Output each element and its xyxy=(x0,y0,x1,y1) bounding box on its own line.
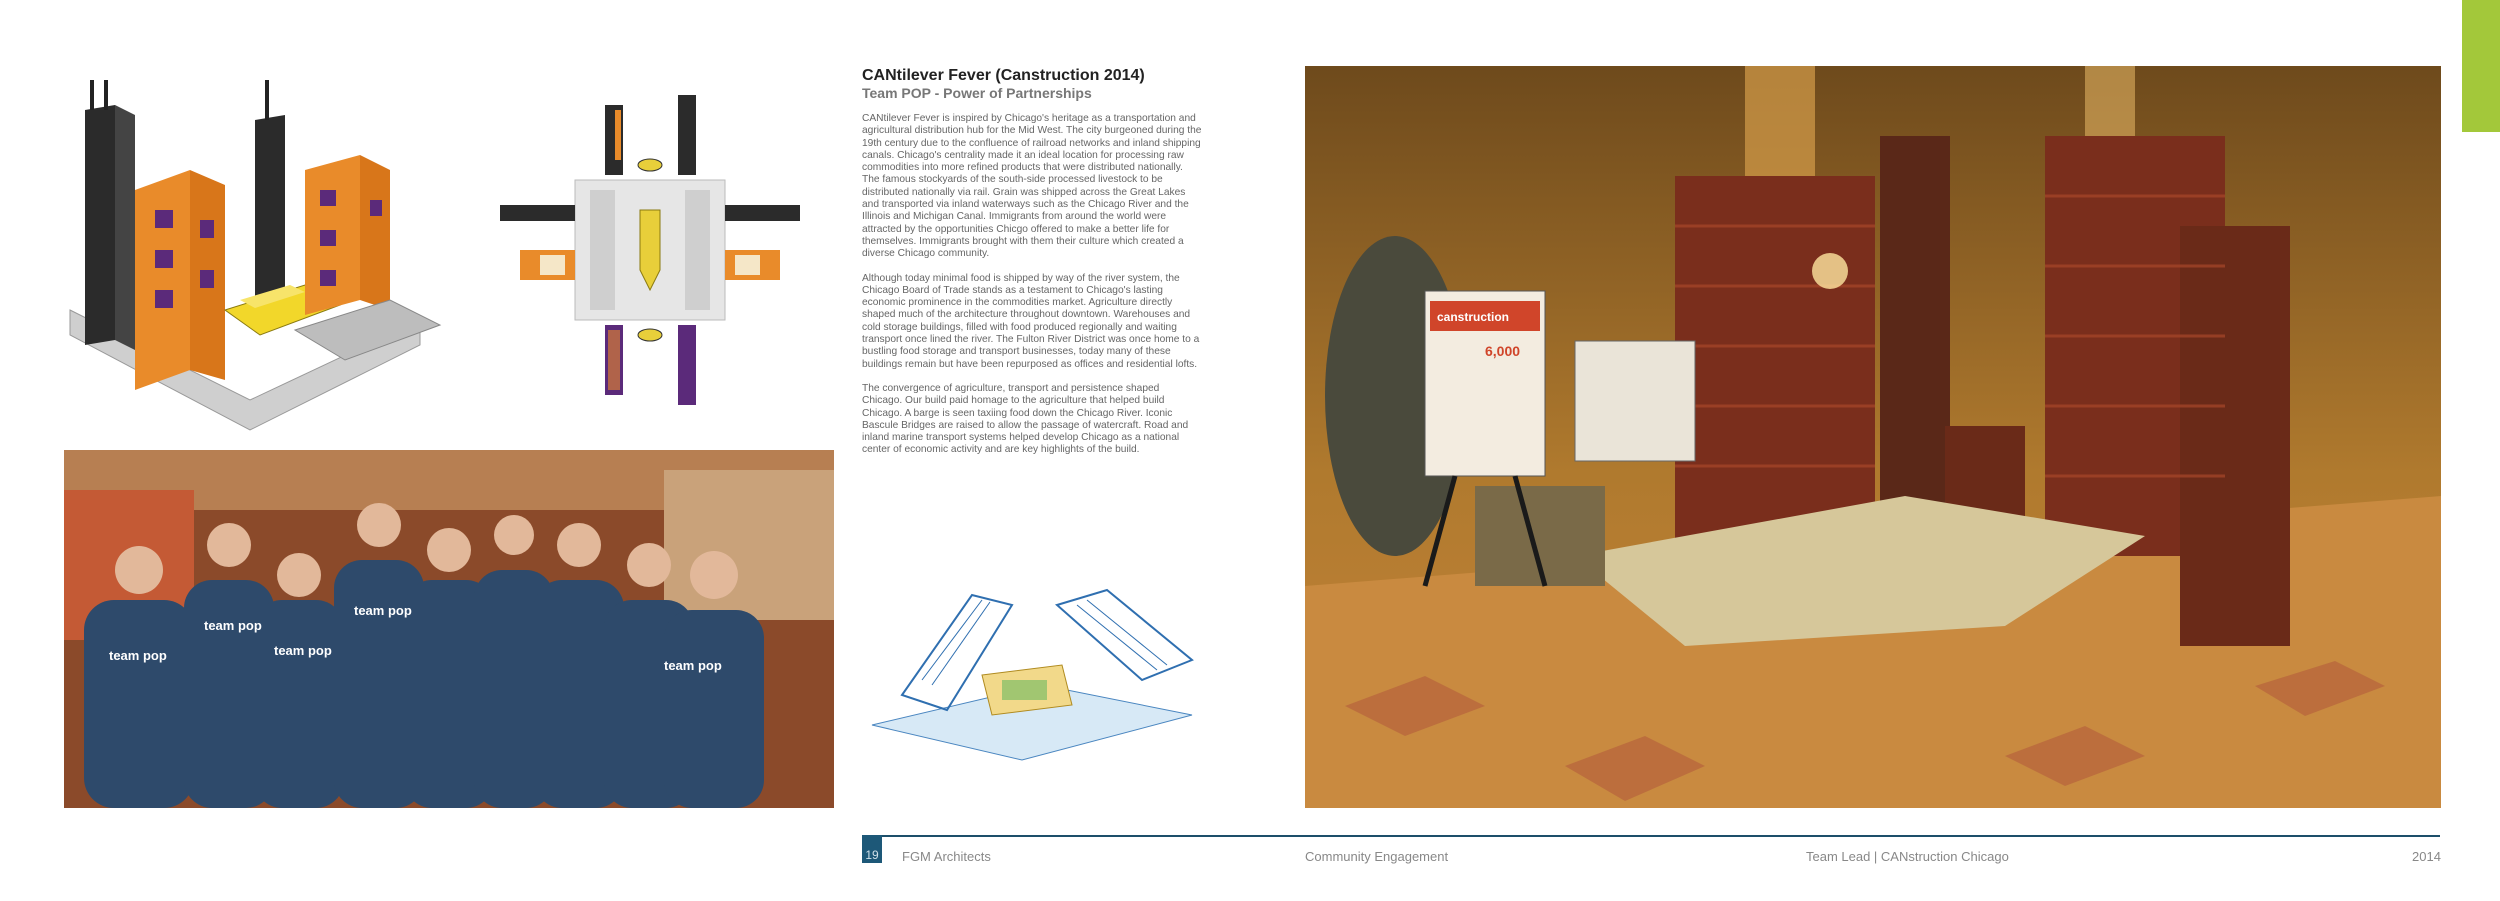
sign-number: 6,000 xyxy=(1485,343,1521,359)
article-paragraph: The convergence of agriculture, transport and persistence shaped Chicago. Our build paid homage to the agriculture that helped build Chicago. A barge is seen taxiing food down the Chicago River. Iconic Bascule Bridges are raised to allow the passage of watercraft. Road and inland marine transport systems helped develop Chicago as a national center of economic activity and are key highlights of the build. xyxy=(862,382,1189,456)
team-photo xyxy=(64,450,834,808)
isometric-rendering xyxy=(60,60,450,445)
footer-year: 2014 xyxy=(2412,849,2441,864)
footer-section: Community Engagement xyxy=(1305,849,1449,864)
footer-rule xyxy=(862,835,2440,837)
article-paragraph: Although today minimal food is shipped by way of the river system, the Chicago Board of Trade stands as a testament to Chicago's lasting economic prominence in the commodities market. Agriculture directly shaped much of the architecture throughout downtown. Warehouses and cold storage buildings, filled with food produced regionally and waiting transport once lined the river. The Fulton River District was once home to a bustling food storage and transport businesses, today many of these buildings remain but have been repurposed as offices and residential lofts. xyxy=(862,272,1200,370)
footer-firm: FGM Architects xyxy=(902,849,991,864)
exhibit-photo xyxy=(1305,66,2441,808)
article-text-column xyxy=(862,66,1202,469)
plan-rendering xyxy=(480,80,820,420)
page-tab-marker xyxy=(2462,0,2500,132)
shirt-text-3: team pop xyxy=(274,643,332,658)
shirt-text-2: team pop xyxy=(204,618,262,633)
sign-title: canstruction xyxy=(1437,310,1510,324)
article-subtitle: Team POP - Power of Partnerships xyxy=(862,85,1092,101)
shirt-text-5: team pop xyxy=(664,658,722,673)
article-title: CANtilever Fever (Canstruction 2014) xyxy=(862,67,1145,84)
concept-sketch xyxy=(862,585,1202,765)
shirt-text-1: team pop xyxy=(109,648,167,663)
shirt-text-4: team pop xyxy=(354,603,412,618)
footer-role: Team Lead | CANstruction Chicago xyxy=(1806,849,2009,864)
page-number: 19 xyxy=(862,835,882,863)
article-paragraph: CANtilever Fever is inspired by Chicago's heritage as a transportation and agricultural distribution hub for the Mid West. The city burgeoned during the 19th century due to the confluence of railroad networks and inland shipping canals. Chicago's centrality made it an ideal location for processing raw commodities into more refined products that were distributed nationally. The famous stockyards of the south-side processed livestock to be distributed nationally via rail. Grain was shipped across the Great Lakes and transported via inland waterways such as the Chicago River and the Illinois and Michigan Canal. Immigrants from around the world were attracted by the opportunities Chicgo offered to make a better life for themselves. Immigrants brought with them their culture which created a diverse Chicago community. xyxy=(862,113,1202,260)
